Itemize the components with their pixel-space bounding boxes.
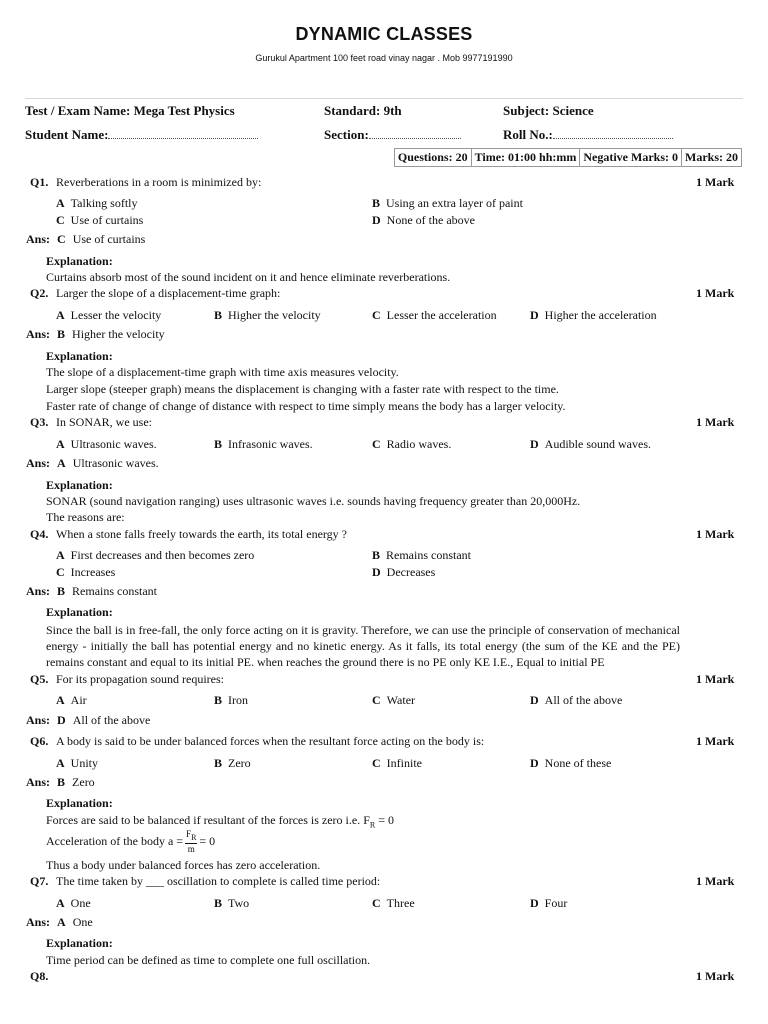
question-mark: 1 Mark bbox=[696, 734, 735, 748]
question-text: Larger the slope of a displacement-time graph: bbox=[56, 286, 281, 300]
option-b: B Using an extra layer of paint bbox=[372, 196, 523, 210]
question-text: A body is said to be under balanced forces when the resultant force acting on the body is: bbox=[56, 734, 485, 748]
option-a: A Ultrasonic waves. bbox=[56, 437, 157, 451]
answer: Ans: C Use of curtains bbox=[26, 232, 146, 246]
option-d: D Higher the acceleration bbox=[530, 308, 657, 322]
option-b: B Zero bbox=[214, 756, 251, 770]
option-d: D Audible sound waves. bbox=[530, 437, 651, 451]
option-c: C Three bbox=[372, 896, 415, 910]
explanation-heading: Explanation: bbox=[46, 349, 113, 363]
answer: Ans: D All of the above bbox=[26, 713, 151, 727]
institute-title: DYNAMIC CLASSES bbox=[295, 24, 473, 44]
question-text: For its propagation sound requires: bbox=[56, 672, 224, 686]
option-a: A Air bbox=[56, 693, 87, 707]
negative-marks: Negative Marks: 0 bbox=[579, 149, 681, 166]
explanation-line: The reasons are: bbox=[46, 510, 125, 524]
option-b: B Infrasonic waves. bbox=[214, 437, 313, 451]
question-number: Q1. bbox=[30, 175, 49, 189]
option-d: D None of the above bbox=[372, 213, 475, 227]
answer: Ans: B Remains constant bbox=[26, 584, 158, 598]
acceleration-formula: Acceleration of the body a = $\frac{F_R}{m}$ = 0 bbox=[46, 829, 216, 854]
answer: Ans: A Ultrasonic waves. bbox=[26, 456, 159, 470]
total-marks: Marks: 20 bbox=[681, 149, 741, 166]
question-mark: 1 Mark bbox=[696, 672, 735, 686]
time-limit: Time: 01:00 hh:mm bbox=[471, 149, 580, 166]
option-c: C Radio waves. bbox=[372, 437, 452, 451]
subject: Subject: Science bbox=[503, 103, 594, 118]
option-a: A First decreases and then becomes zero bbox=[56, 548, 255, 562]
option-c: C Use of curtains bbox=[56, 213, 144, 227]
explanation-line: Thus a body under balanced forces has zero acceleration. bbox=[46, 858, 321, 872]
explanation-line: Curtains absorb most of the sound incident on it and hence eliminate reverberations. bbox=[46, 270, 451, 284]
student-name-field bbox=[25, 127, 258, 143]
option-a: A One bbox=[56, 896, 91, 910]
explanation-heading: Explanation: bbox=[46, 605, 113, 619]
question-number: Q4. bbox=[30, 527, 49, 541]
option-b: B Two bbox=[214, 896, 250, 910]
header-divider bbox=[25, 98, 743, 99]
explanation-line: Larger slope (steeper graph) means the displacement is changing with a faster rate with respect to the time. bbox=[46, 382, 559, 396]
option-b: B Iron bbox=[214, 693, 249, 707]
explanation-heading: Explanation: bbox=[46, 936, 113, 950]
explanation-line: SONAR (sound navigation ranging) uses ultrasonic waves i.e. sounds having frequency greater than 20,000Hz. bbox=[46, 494, 581, 508]
roll-blank bbox=[553, 127, 673, 139]
option-a: A Lesser the velocity bbox=[56, 308, 162, 322]
explanation-heading: Explanation: bbox=[46, 478, 113, 492]
question-number: Q3. bbox=[30, 415, 49, 429]
option-c: C Infinite bbox=[372, 756, 422, 770]
option-a: A Talking softly bbox=[56, 196, 138, 210]
question-mark: 1 Mark bbox=[696, 415, 735, 429]
standard: Standard: 9th bbox=[324, 103, 402, 118]
answer: Ans: B Higher the velocity bbox=[26, 327, 165, 341]
explanation-heading: Explanation: bbox=[46, 254, 113, 268]
answer: Ans: A One bbox=[26, 915, 93, 929]
question-mark: 1 Mark bbox=[696, 527, 735, 541]
answer: Ans: B Zero bbox=[26, 775, 95, 789]
explanation-line: Faster rate of change of change of distance with respect to time simply means the body has a larger velocity. bbox=[46, 399, 566, 413]
question-text: Reverberations in a room is minimized by: bbox=[56, 175, 262, 189]
exam-name: Test / Exam Name: Mega Test Physics bbox=[25, 103, 235, 118]
explanation-line: The slope of a displacement-time graph with time axis measures velocity. bbox=[46, 365, 399, 379]
roll-field bbox=[503, 127, 673, 143]
question-mark: 1 Mark bbox=[696, 969, 735, 983]
student-name-label: Student Name: bbox=[25, 127, 109, 142]
section-field bbox=[324, 127, 461, 143]
option-c: C Water bbox=[372, 693, 416, 707]
question-number: Q7. bbox=[30, 874, 49, 888]
institute-address: Gurukul Apartment 100 feet road vinay nagar . Mob 9977191990 bbox=[255, 53, 513, 63]
option-d: D Decreases bbox=[372, 565, 436, 579]
section-blank bbox=[369, 127, 461, 139]
question-number: Q2. bbox=[30, 286, 49, 300]
question-number: Q8. bbox=[30, 969, 49, 983]
question-mark: 1 Mark bbox=[696, 286, 735, 300]
question-mark: 1 Mark bbox=[696, 874, 735, 888]
option-c: C Increases bbox=[56, 565, 116, 579]
student-name-blank bbox=[108, 127, 258, 139]
question-text: The time taken by ___ oscillation to complete is called time period: bbox=[56, 874, 381, 888]
questions-count: Questions: 20 bbox=[397, 150, 468, 164]
question-text: When a stone falls freely towards the earth, its total energy ? bbox=[56, 527, 348, 541]
section-label: Section: bbox=[324, 127, 369, 142]
option-b: B Remains constant bbox=[372, 548, 471, 562]
question-mark: 1 Mark bbox=[696, 175, 735, 189]
option-d: D Four bbox=[530, 896, 568, 910]
fraction: $\frac{F_R}{m}$ bbox=[186, 829, 197, 854]
explanation-heading: Explanation: bbox=[46, 796, 113, 810]
explanation-line: Time period can be defined as time to complete one full oscillation. bbox=[46, 953, 371, 967]
question-number: Q6. bbox=[30, 734, 49, 748]
option-b: B Higher the velocity bbox=[214, 308, 321, 322]
question-number: Q5. bbox=[30, 672, 49, 686]
option-c: C Lesser the acceleration bbox=[372, 308, 497, 322]
option-a: A Unity bbox=[56, 756, 99, 770]
question-text: In SONAR, we use: bbox=[56, 415, 152, 429]
explanation-line: Forces are said to be balanced if resultant of the forces is zero i.e. $F_R = 0$ bbox=[46, 813, 395, 830]
test-info-bar bbox=[394, 148, 742, 167]
option-d: D All of the above bbox=[530, 693, 623, 707]
roll-label: Roll No.: bbox=[503, 127, 553, 142]
explanation-paragraph: Since the ball is in free-fall, the only force acting on it is gravity. Therefore, we can use the principle of conservation of mechanical energy - initially the ball has potential energy and no kinetic energy. As it falls, its total energy (the sum of the KE and the PE) remains constant and equal to its initial PE. when reaches the ground there is no PE only KE I.E., Equal to initial PE bbox=[46, 623, 680, 669]
option-d: D None of these bbox=[530, 756, 612, 770]
